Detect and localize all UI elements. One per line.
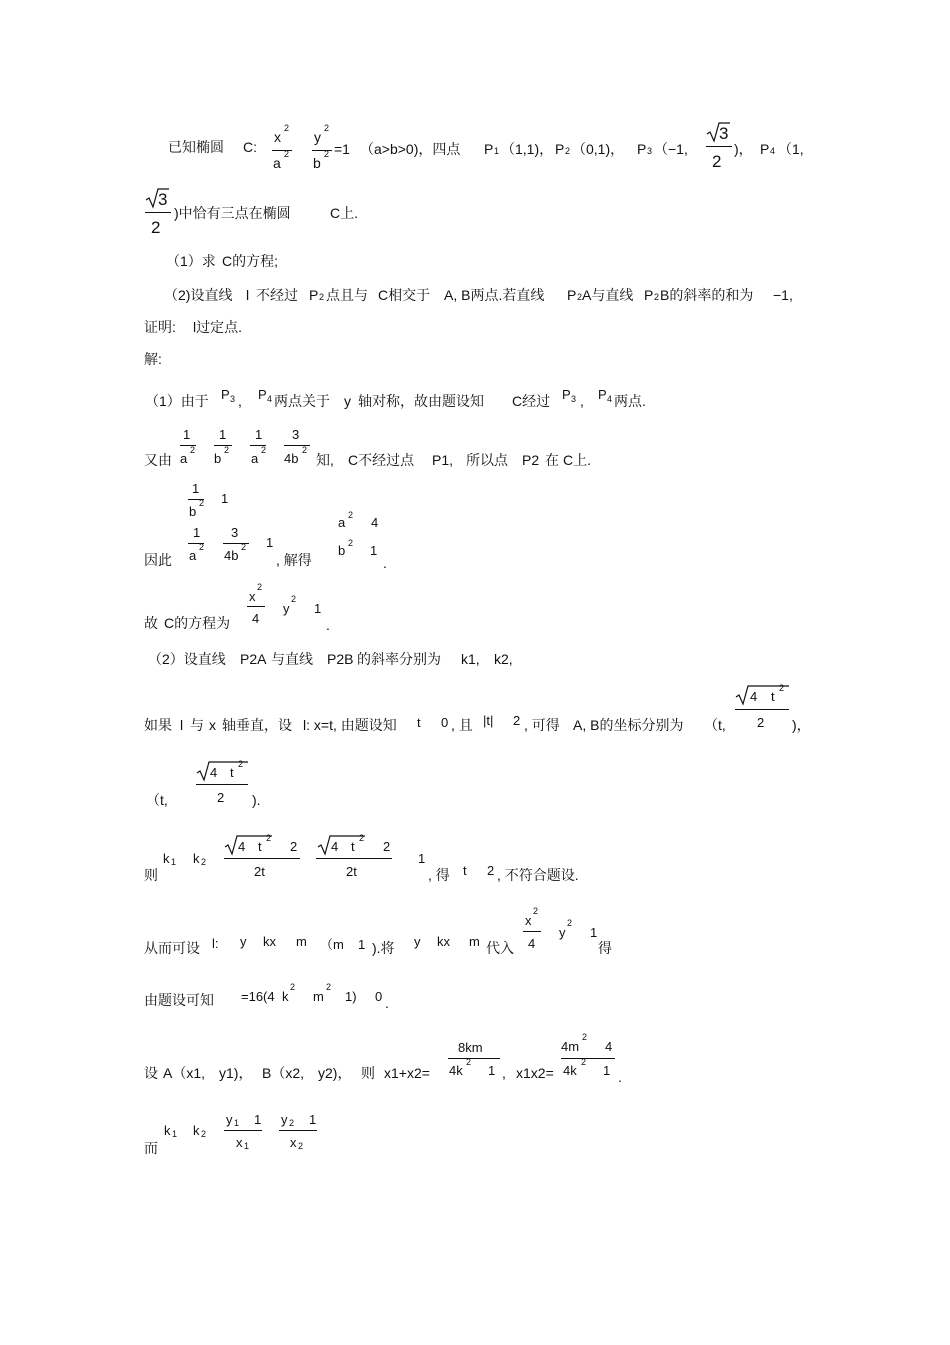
text: （t, — [146, 792, 168, 808]
math: 2 — [513, 713, 521, 728]
math: y — [559, 925, 566, 940]
math: 2 — [217, 790, 225, 805]
text: C上. — [563, 452, 591, 468]
text: （t, — [704, 717, 726, 733]
math: 2 — [533, 906, 539, 916]
math: P2B — [327, 651, 354, 667]
text: 而 — [144, 1140, 158, 1156]
math: （m — [320, 937, 344, 952]
math: 4 — [331, 839, 339, 854]
math: P — [567, 287, 577, 303]
math: 2 — [302, 445, 308, 455]
math: 8km — [458, 1040, 483, 1055]
math: b — [338, 543, 346, 558]
math: 2 — [290, 839, 298, 854]
math: 4 — [267, 394, 273, 404]
text: 得 — [598, 940, 612, 956]
math: P — [221, 387, 230, 402]
math: y — [344, 393, 351, 409]
math: kx — [263, 934, 276, 949]
math: 1 — [172, 1129, 178, 1139]
math: 2 — [290, 982, 296, 992]
math: 2 — [319, 292, 325, 302]
math: l: — [212, 936, 219, 951]
text: 点且与 — [326, 287, 368, 303]
text: 则 — [144, 867, 158, 883]
text: （1,1)， — [501, 141, 554, 157]
text: , 得 — [428, 867, 450, 883]
math: x1x2= — [516, 1065, 554, 1081]
math: 2 — [757, 715, 765, 730]
math: 4 — [770, 146, 776, 156]
fraction-bar — [523, 931, 541, 932]
math: P2 — [522, 452, 540, 468]
math: 4 — [750, 689, 758, 704]
math: x — [209, 717, 216, 733]
math: 3 — [719, 124, 729, 143]
math: , — [238, 393, 242, 409]
math: k2, — [494, 651, 513, 667]
math: 1 — [314, 601, 322, 616]
text: , 且 — [451, 717, 473, 733]
math: 1 — [603, 1063, 611, 1078]
math: y2)， — [318, 1065, 352, 1081]
sqrt-sign — [317, 834, 365, 856]
fraction-bar — [561, 1058, 615, 1059]
math: 3 — [292, 427, 300, 442]
fraction-bar — [214, 445, 232, 446]
math: x1+x2= — [384, 1065, 430, 1081]
math: k — [193, 851, 200, 866]
math: 2 — [284, 149, 290, 159]
text: 证明: — [144, 319, 176, 335]
math: b — [214, 451, 222, 466]
math: 2 — [324, 149, 330, 159]
math: . — [618, 1069, 622, 1085]
math: 1 — [418, 851, 426, 866]
math: t — [351, 839, 355, 854]
math: x — [236, 1135, 243, 1150]
math: 1 — [254, 1112, 262, 1127]
math: 4k — [563, 1063, 577, 1078]
math: 2 — [238, 759, 244, 769]
math: kx — [437, 934, 450, 949]
text: C的方程为 — [164, 615, 231, 631]
math: 2 — [383, 839, 391, 854]
math: 1 — [234, 1118, 240, 1128]
fraction-bar — [145, 212, 171, 213]
math: 2t — [346, 864, 357, 879]
math: P — [258, 387, 267, 402]
math: −1, — [773, 287, 793, 303]
math: x — [525, 913, 532, 928]
math: P2A — [240, 651, 267, 667]
math: m — [313, 989, 324, 1004]
text: 与直线 — [271, 651, 313, 667]
math: 1 — [192, 481, 200, 496]
math: 2 — [266, 833, 272, 843]
math: 1 — [488, 1063, 496, 1078]
math: b — [313, 155, 321, 171]
text: （2)设直线 — [164, 287, 233, 303]
math: 4b — [284, 451, 299, 466]
math: , — [580, 393, 584, 409]
math: l — [180, 717, 184, 733]
math: 1 — [221, 491, 229, 506]
math: 3 — [571, 394, 577, 404]
text: 的斜率分别为 — [357, 651, 441, 667]
math: A（x1, — [163, 1065, 206, 1081]
fraction-bar — [224, 1130, 262, 1131]
math: y1)， — [219, 1065, 253, 1081]
math: P — [644, 287, 654, 303]
text: C的方程; — [222, 253, 278, 269]
math: P — [562, 387, 571, 402]
text: 又由 — [144, 452, 172, 468]
math: a — [273, 155, 281, 171]
text: 因此 — [144, 552, 172, 568]
fraction-bar — [706, 146, 732, 147]
text: 轴对称，故由题设知 — [358, 393, 484, 409]
math: t — [258, 839, 262, 854]
math: 1 — [494, 146, 500, 156]
math: k1, — [461, 651, 480, 667]
math: 2 — [567, 918, 573, 928]
math: 2 — [582, 1032, 588, 1042]
math: . — [383, 555, 387, 571]
math: 0 — [375, 989, 383, 1004]
math: y — [240, 934, 247, 949]
text: C相交于 — [378, 287, 431, 303]
text: l: x=t, 由题设知 — [303, 717, 397, 733]
text: （−1, — [654, 141, 688, 157]
math: l — [246, 287, 250, 303]
math: 2 — [284, 123, 290, 133]
math: 1 — [183, 427, 191, 442]
math: k — [193, 1123, 200, 1138]
math: a — [189, 548, 197, 563]
text: 轴垂直，设 — [222, 717, 292, 733]
math: 2 — [257, 582, 263, 592]
math: P — [555, 141, 565, 157]
math: B（x2, — [262, 1065, 305, 1081]
fraction-bar — [316, 858, 392, 859]
fraction-bar — [735, 709, 789, 710]
math: 1 — [219, 427, 227, 442]
math: 2 — [291, 594, 297, 604]
text: 与 — [190, 717, 204, 733]
math: 2 — [241, 542, 247, 552]
fraction-bar — [196, 784, 248, 785]
math: 1 — [171, 857, 177, 867]
math: 2 — [348, 510, 354, 520]
math: 2 — [326, 982, 332, 992]
math: P — [637, 141, 647, 157]
math: 4 — [210, 765, 218, 780]
math: 1 — [266, 535, 274, 550]
math: t — [771, 689, 775, 704]
math: k — [282, 989, 289, 1004]
math: a — [251, 451, 259, 466]
math: 2 — [224, 445, 230, 455]
math: b — [189, 504, 197, 519]
math: =16(4 — [241, 989, 275, 1004]
math: 2 — [466, 1057, 472, 1067]
math: m — [469, 934, 480, 949]
math: 3 — [230, 394, 236, 404]
solution-heading: 解: — [144, 351, 162, 367]
math: y — [226, 1112, 233, 1127]
text: 故 — [144, 615, 158, 631]
math: a — [338, 515, 346, 530]
math: t — [417, 715, 421, 730]
math: 4 — [528, 936, 536, 951]
math: 4 — [238, 839, 246, 854]
math: 1 — [255, 427, 263, 442]
text: C上. — [330, 205, 358, 221]
text: ).将 — [372, 940, 395, 956]
math: 1 — [244, 1141, 250, 1151]
text: 代入 — [486, 940, 514, 956]
math: 3 — [231, 525, 239, 540]
math: 1 — [309, 1112, 317, 1127]
text: （2）设直线 — [148, 651, 226, 667]
fraction-bar — [247, 606, 265, 607]
text: 从而可设 — [144, 940, 200, 956]
text: )， — [792, 717, 811, 733]
text: B的斜率的和为 — [660, 287, 754, 303]
math: 2 — [581, 1057, 587, 1067]
math: 2 — [201, 857, 207, 867]
fraction-bar — [279, 1130, 317, 1131]
text: , 解得 — [276, 552, 312, 568]
text: 已知椭圆 — [168, 139, 224, 155]
math: y — [281, 1112, 288, 1127]
math: 2 — [577, 292, 583, 302]
math: 2t — [254, 864, 265, 879]
text: （1）由于 — [145, 393, 209, 409]
math: 2 — [199, 498, 205, 508]
text: A与直线 — [582, 287, 634, 303]
math: 2 — [199, 542, 205, 552]
math: . — [385, 995, 389, 1011]
math: 3 — [647, 146, 653, 156]
text: （0,1)， — [572, 141, 625, 157]
math: t — [463, 863, 467, 878]
text: 设 — [144, 1065, 158, 1081]
sqrt-sign — [224, 834, 272, 856]
math: 2 — [324, 123, 330, 133]
math: y — [414, 934, 421, 949]
math: 1) — [345, 989, 357, 1004]
math: x — [249, 589, 256, 604]
math: , — [502, 1065, 506, 1081]
text: 所以点 — [466, 452, 508, 468]
text: （1）求 — [166, 253, 216, 269]
math: 4k — [449, 1063, 463, 1078]
math: . — [326, 617, 330, 633]
text: , 可得 — [524, 717, 560, 733]
math: 2 — [261, 445, 267, 455]
text: 如果 — [144, 717, 172, 733]
fraction-bar — [448, 1058, 500, 1059]
text: A, B两点.若直线 — [444, 287, 545, 303]
math: 4m — [561, 1039, 580, 1054]
text: 知, — [316, 452, 334, 468]
text: l过定点. — [193, 319, 242, 335]
text: C: — [243, 139, 257, 155]
math: x — [274, 129, 281, 145]
math: 2 — [348, 538, 354, 548]
math: 2 — [359, 833, 365, 843]
text: 由题设可知 — [144, 992, 214, 1008]
text: 两点. — [614, 393, 646, 409]
math: 2 — [654, 292, 660, 302]
fraction-bar — [224, 858, 300, 859]
text: A, B的坐标分别为 — [573, 717, 684, 733]
math: |t| — [483, 713, 494, 728]
math: 2 — [712, 152, 722, 171]
math: P — [760, 141, 770, 157]
math: 4 — [252, 611, 260, 626]
text: 不经过 — [256, 287, 298, 303]
text: , 不符合题设. — [497, 867, 579, 883]
math: 2 — [151, 218, 161, 237]
text: )中恰有三点在椭圆 — [174, 205, 291, 221]
math: 3 — [158, 190, 168, 209]
math: P — [484, 141, 494, 157]
text: C经过 — [512, 393, 551, 409]
math: P1, — [432, 452, 454, 468]
math: t — [230, 765, 234, 780]
math: =1 — [334, 141, 350, 157]
math: 2 — [289, 1118, 295, 1128]
math: y — [283, 601, 290, 616]
math: 2 — [298, 1141, 304, 1151]
math: m — [296, 934, 307, 949]
math: 2 — [779, 683, 785, 693]
math: 4 — [605, 1039, 613, 1054]
math: 2 — [201, 1129, 207, 1139]
text: ). — [252, 792, 261, 808]
math: 0 — [441, 715, 449, 730]
math: 1 — [370, 543, 378, 558]
math: 1 — [358, 937, 366, 952]
text: （1, — [778, 141, 804, 157]
text: 两点关于 — [274, 393, 330, 409]
math: 4b — [224, 548, 239, 563]
math: x — [290, 1135, 297, 1150]
math: 4 — [607, 394, 613, 404]
math: y — [314, 129, 321, 145]
math: k — [163, 851, 170, 866]
text: 则 — [361, 1065, 375, 1081]
text: （a>b>0)，四点 — [360, 141, 461, 157]
math: a — [180, 451, 188, 466]
math: 4 — [371, 515, 379, 530]
text: 在 — [545, 452, 559, 468]
math: 2 — [190, 445, 196, 455]
math: P — [598, 387, 607, 402]
text: C不经过点 — [348, 452, 415, 468]
text: )， — [734, 141, 753, 157]
math: 1 — [193, 525, 201, 540]
math: 2 — [487, 863, 495, 878]
math: P — [309, 287, 319, 303]
math: k — [164, 1123, 171, 1138]
math: 2 — [565, 146, 571, 156]
math: 1 — [590, 925, 598, 940]
